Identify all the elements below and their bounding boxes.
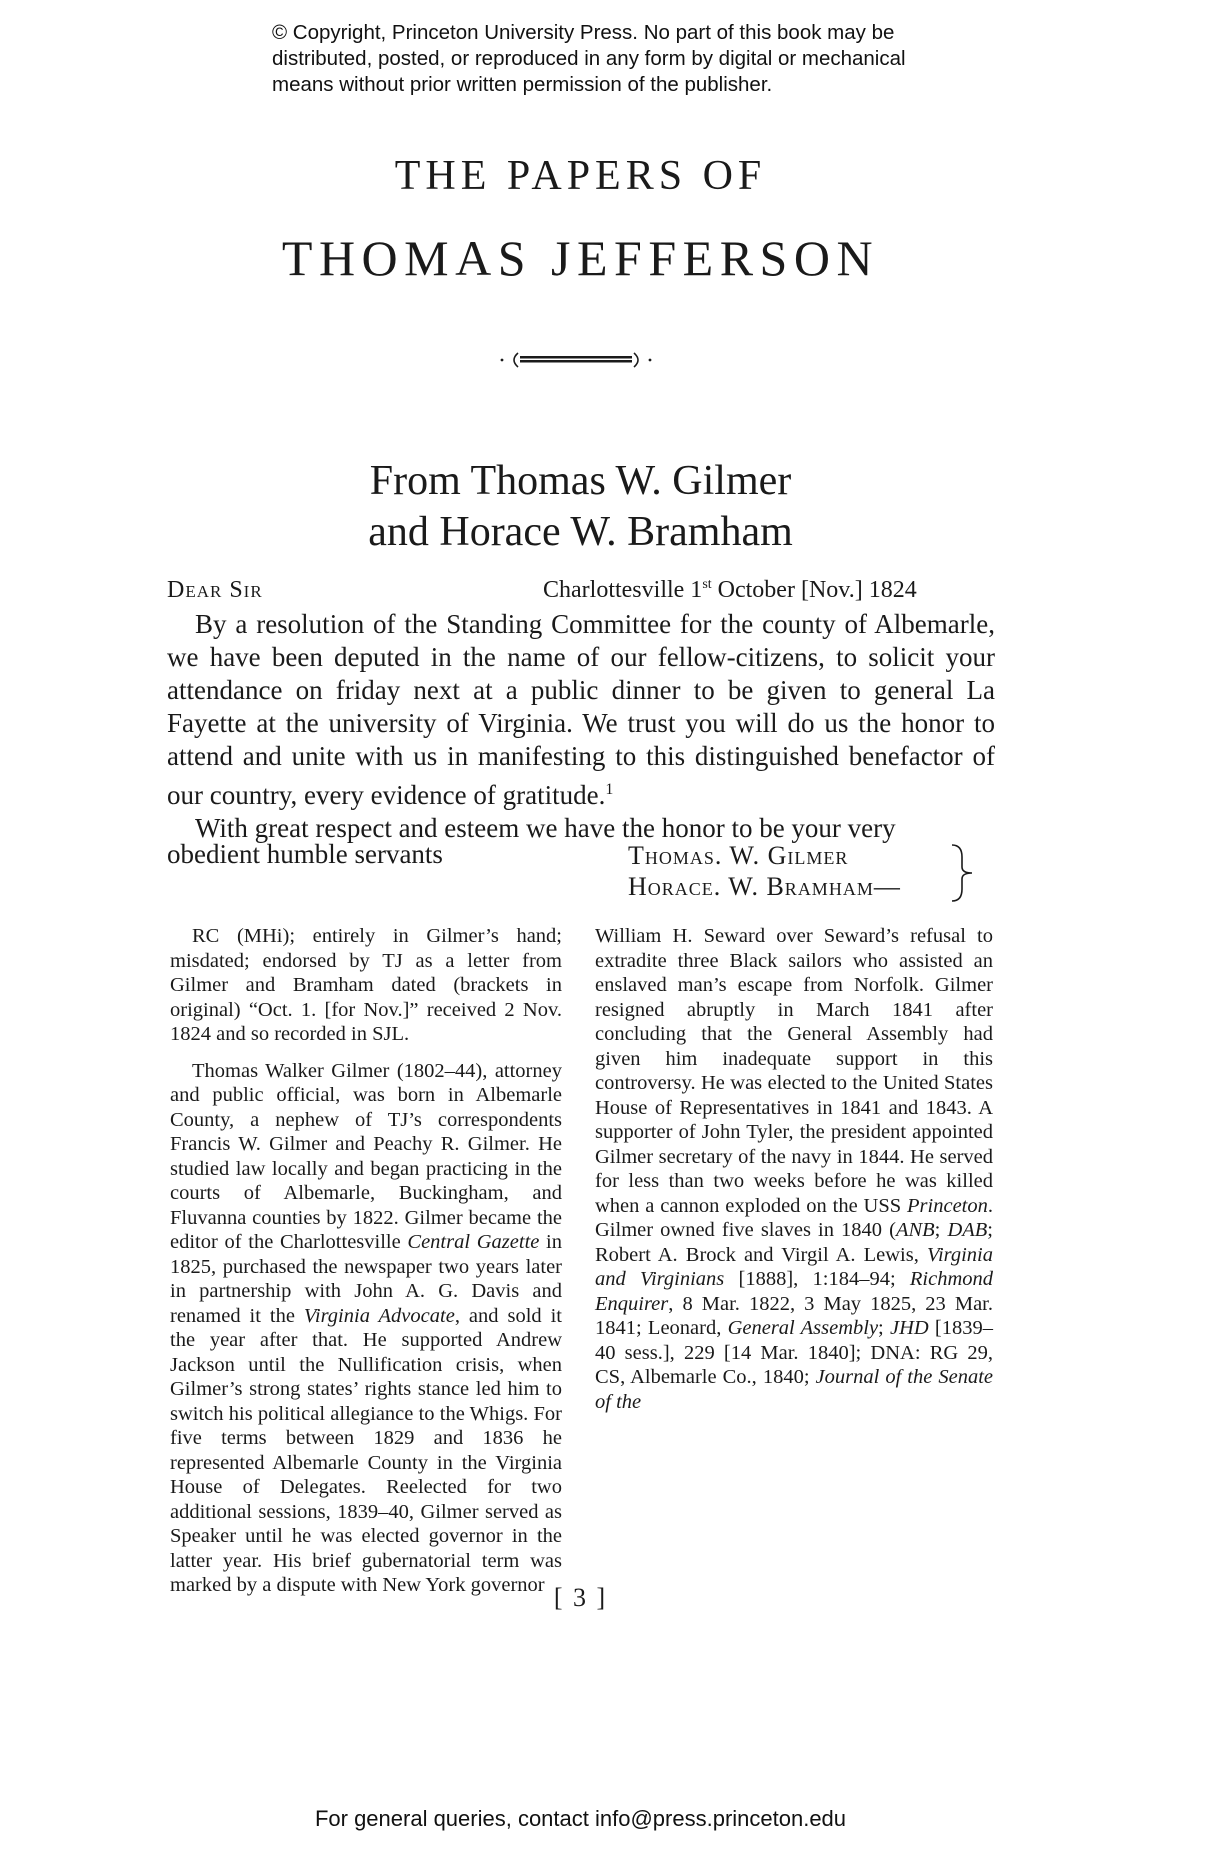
page-number: [ 3 ] <box>553 1583 608 1612</box>
letter-body <box>167 608 995 845</box>
ornament-divider-icon <box>490 349 662 371</box>
dateline-place: Charlottesville 1 <box>543 577 703 603</box>
series-title-line1: THE PAPERS OF <box>394 153 767 199</box>
salutation: Dear Sir <box>167 577 263 603</box>
title-line: From Thomas W. Gilmer <box>369 458 792 504</box>
copyright-line: means without prior written permission of the publisher. <box>272 73 773 96</box>
signature-bramham: Horace. W. Bramham— <box>628 872 901 901</box>
footnote-ref: 1 <box>605 781 614 798</box>
biographical-note: Thomas Walker Gilmer (1802–44), attorney and public official, was born in Albemarle County, a nephew of TJ’s correspondents Francis W. Gilmer and Peachy R. Gilmer. He studied law locally and began practicing in the courts of Albemarle, Buckingham, and Fluvanna counties by 1822. Gilmer became the editor of the Charlottesville Central Gazette in 1825, purchased the newspaper two years later in partnership with John A. G. Davis and renamed it the Virginia Advocate, and sold it the year after that. He supported Andrew Jackson until the Nullification crisis, when Gilmer’s strong states’ rights stance led him to switch his political allegiance to the Whigs. For five terms between 1829 and 1836 he represented Albemarle County in the Virginia House of Delegates. Reelected for two additional sessions, 1839–40, Gilmer served as Speaker until he was elected governor in the latter year. His brief gubernatorial term was marked by a dispute with New York governor <box>170 1059 562 1596</box>
source-note: RC (MHi); entirely in Gilmer’s hand; misdated; endorsed by TJ as a letter from Gilmer and Bramham dated (brackets in original) “Oct. 1. [for Nov.]” received 2 Nov. 1824 and so recorded in SJL. <box>170 925 562 1045</box>
closing: obedient humble servants <box>167 839 443 869</box>
series-title-line2: THOMAS JEFFERSON <box>281 230 880 286</box>
copyright-line: distributed, posted, or reproduced in any form by digital or mechanical <box>272 47 906 70</box>
notes-column-left <box>170 924 562 1598</box>
note-continuation: , and sold it the year after that. He supported Andrew Jackson until the Nullification crisis, when Gilmer’s strong states’ rights stance led him to switch his political allegiance to the Whigs. For five terms between 1829 and 1836 he represented Albemarle County in the Virginia House of Delegates. Reelected for two additional sessions, 1839–40, Gilmer served as Speaker until he was elected governor in the latter year. His brief gubernatorial term was marked by a dispute with New York governor <box>170 1304 562 1596</box>
brace-icon <box>950 843 976 903</box>
title-line: and Horace W. Bramham <box>368 509 793 555</box>
copyright-line: © Copyright, Princeton University Press. No part of this book may be <box>272 21 895 44</box>
signature-gilmer: Thomas. W. Gilmer <box>628 841 849 870</box>
letter-paragraph: With great respect and esteem we have the honor to be your very <box>195 813 896 843</box>
paragraph-text: By a resolution of the Standing Committee for the county of Albemarle, we have been deputed in the name of our fellow-citizens, to solicit your attendance on friday next at a public dinner to be given to general La Fayette at the university of Virginia. We trust you will do us the honor to attend and unite with us in manifesting to this distinguished benefactor of our country, every evidence of gratitude. <box>167 609 995 810</box>
notes-column-right <box>595 924 993 1414</box>
biographical-note-continued: William H. Seward over Seward’s refusal to extradite three Black sailors who assisted an enslaved man’s escape from Norfolk. Gilmer resigned abruptly in March 1841 after concluding that the General Assembly had given him inadequate support in this controversy. He was elected to the United States House of Representatives in 1841 and 1843. A supporter of John Tyler, the president appointed Gilmer secretary of the navy in 1844. He served for less than two weeks before he was killed when a cannon exploded on the USS Princeton. Gilmer owned five slaves in 1840 (ANB; DAB; Robert A. Brock and Virgil A. Lewis, Virginia and Virginians [1888], 1:184–94; Richmond Enquirer, 8 Mar. 1822, 3 May 1825, 23 Mar. 1841; Leonard, General Assembly; JHD [1839–40 sess.], 229 [14 Mar. 1840]; DNA: RG 29, CS, Albemarle Co., 1840; Journal of the Senate of the <box>595 925 994 1413</box>
copyright-notice <box>272 20 972 98</box>
letter-paragraph <box>167 608 995 812</box>
document-title <box>0 456 1161 558</box>
dateline-ordinal: st <box>702 577 712 592</box>
dateline-date: October [Nov.] 1824 <box>711 577 917 603</box>
contact-footer: For general queries, contact info@press.princeton.edu <box>314 1806 847 1831</box>
dateline <box>543 577 917 604</box>
